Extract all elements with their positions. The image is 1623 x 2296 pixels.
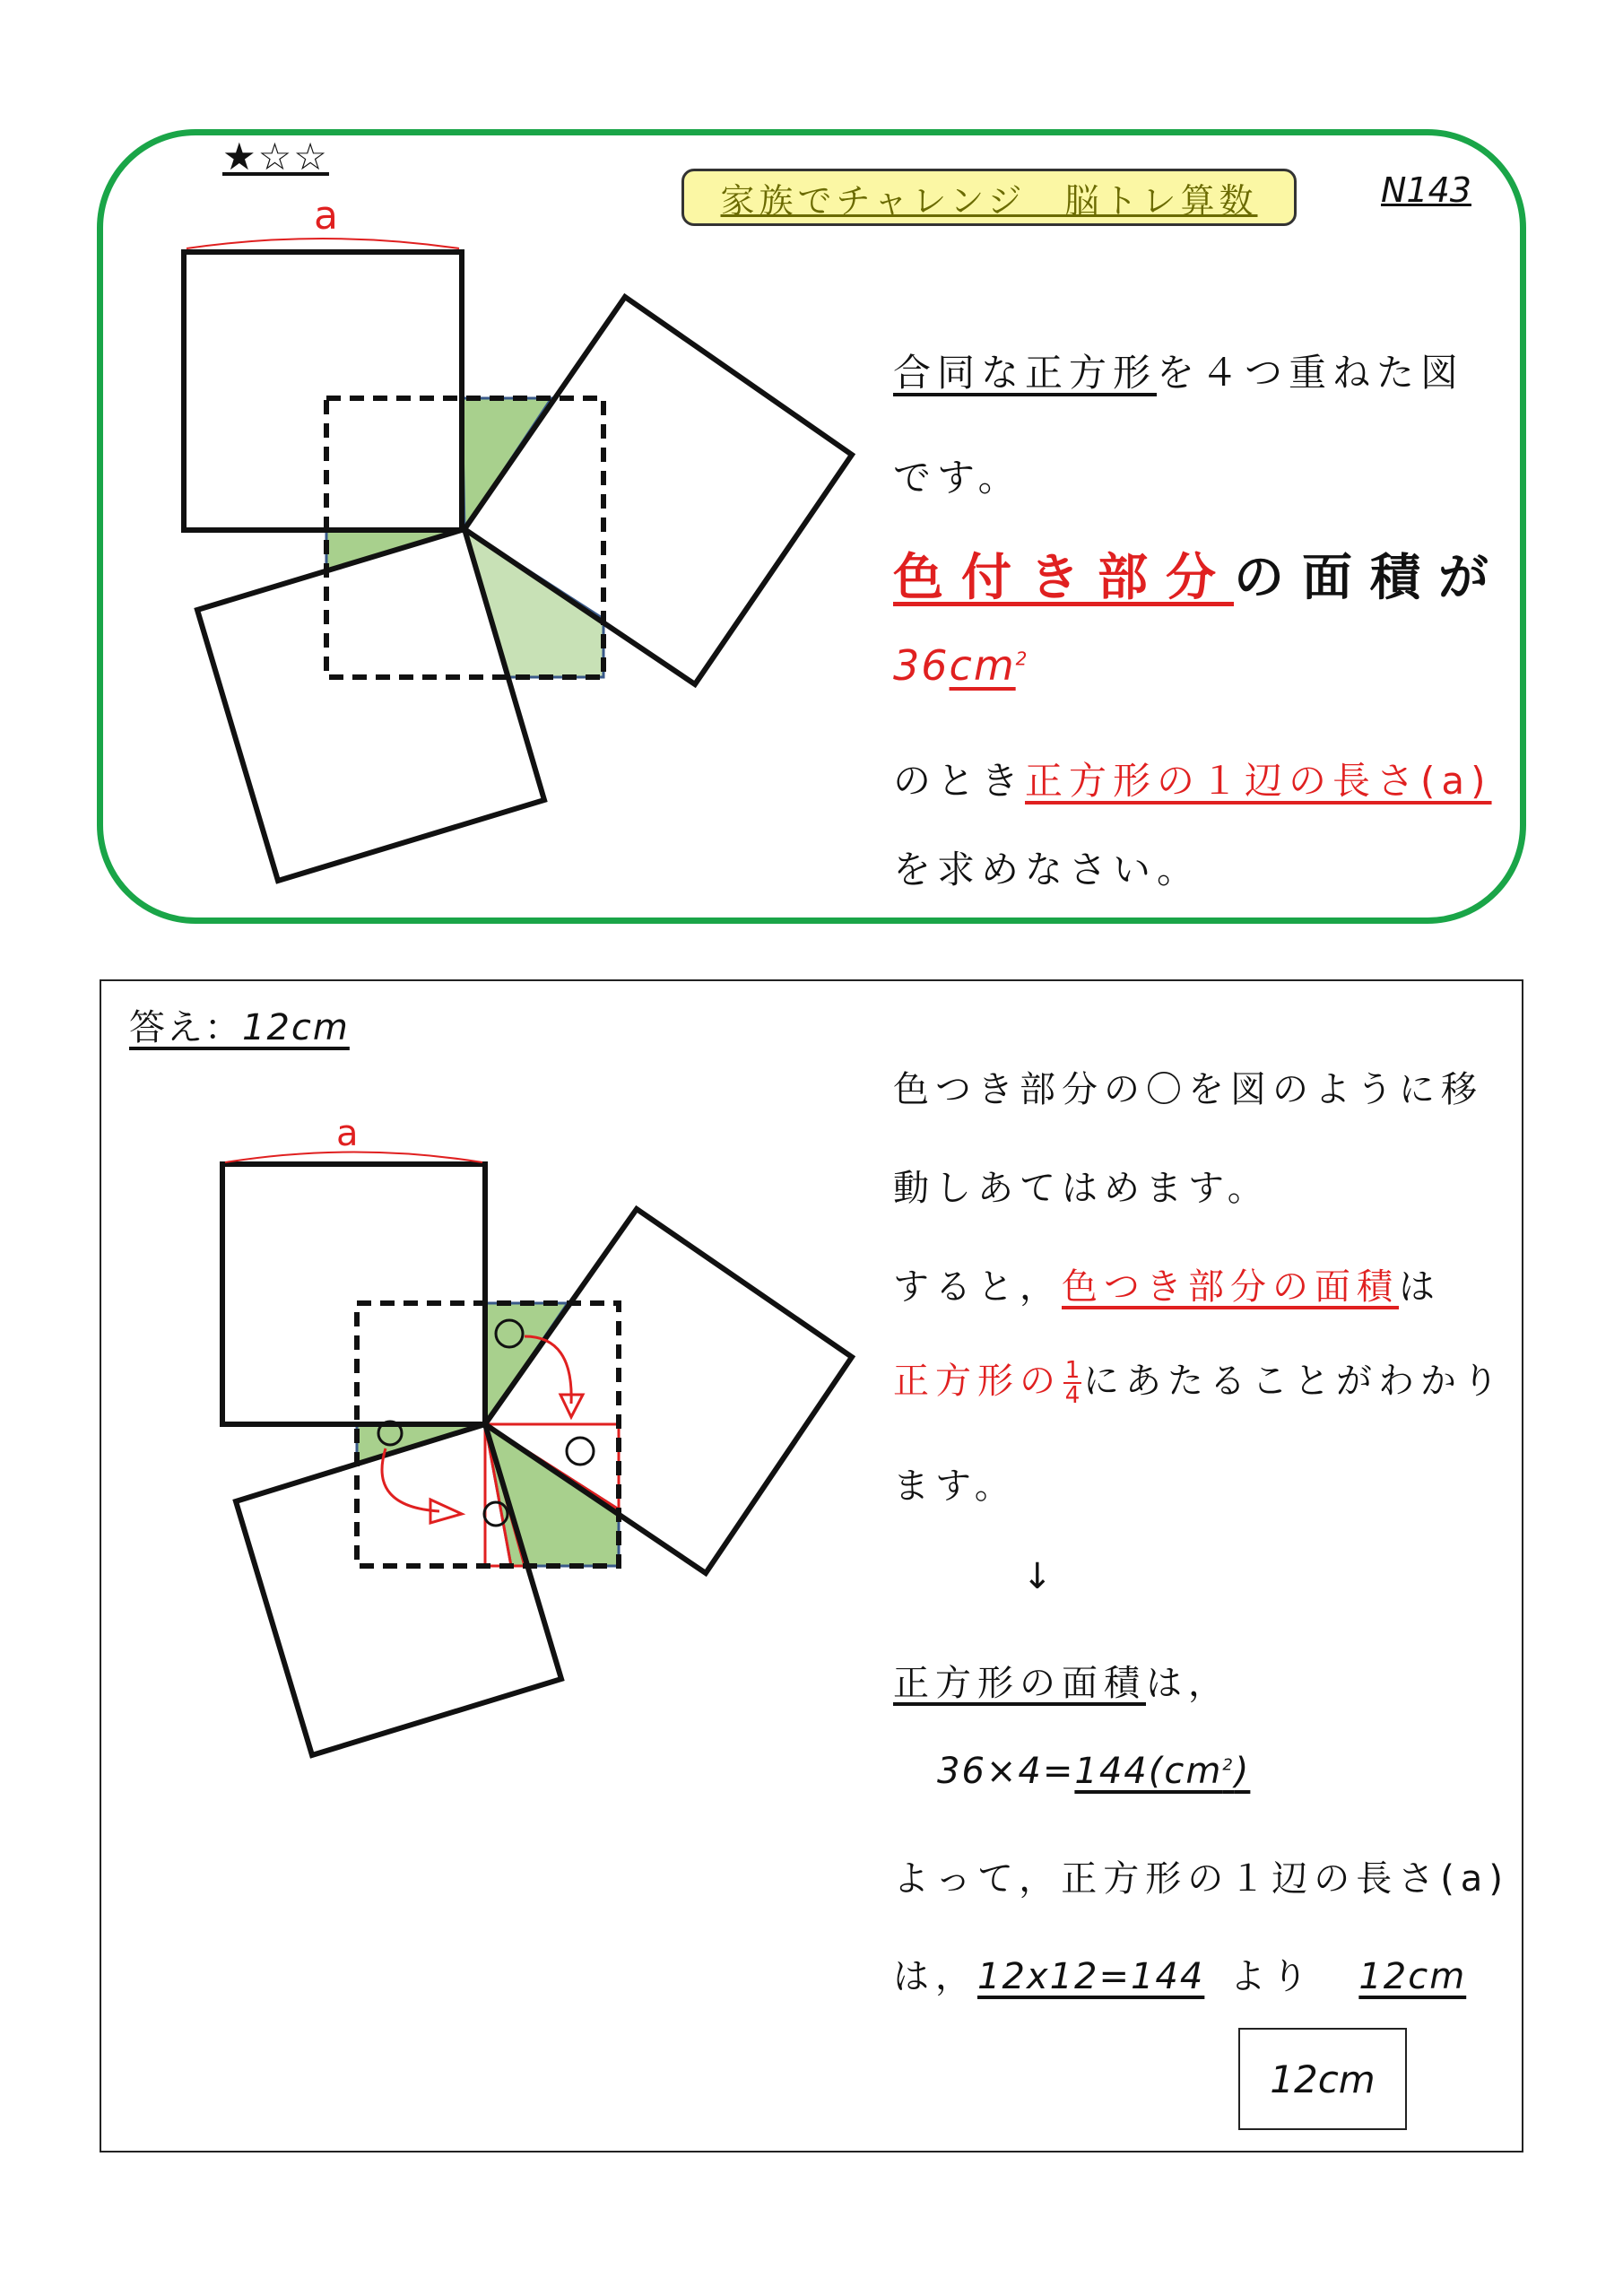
l3-prefix: すると， — [893, 1266, 1062, 1308]
problem-code: N143 — [1381, 170, 1471, 210]
calc-result-close: ) — [1234, 1751, 1251, 1792]
colored-area-text: 色つき部分の面積 — [1062, 1266, 1399, 1308]
l4-rest: にあたることがわかり — [1083, 1361, 1505, 1402]
area-unit: cm — [949, 641, 1016, 690]
final-answer-box: 12cm — [1238, 2028, 1407, 2130]
l9-calc: 12x12=144 — [977, 1956, 1205, 1997]
l3-suffix: は — [1399, 1266, 1441, 1308]
line3-rest: の面積が — [1234, 549, 1506, 607]
answer-line-5: ます。 — [893, 1465, 1017, 1507]
answer-line-8: よって，正方形の１辺の長さ(a) — [893, 1858, 1509, 1900]
area-value: 36 — [893, 641, 950, 690]
l4-red: 正方形の — [893, 1361, 1062, 1402]
answer-line-7 — [937, 1751, 1250, 1792]
ans-side-label: a — [336, 1113, 359, 1154]
answer-line-4 — [893, 1352, 1505, 1407]
page-title: 家族でチャレンジ 脳トレ算数 — [720, 180, 1258, 221]
circle-marker-2 — [567, 1438, 594, 1465]
answer-line-1: 色つき部分の〇を図のように移 — [893, 1069, 1483, 1110]
square-area-text: 正方形の面積 — [893, 1663, 1146, 1704]
calc-result-exp: 2 — [1222, 1755, 1235, 1775]
answer-line-9 — [893, 1948, 1466, 1999]
congruent-squares-text: 合同な正方形 — [893, 351, 1158, 395]
l6-rest: は， — [1146, 1663, 1230, 1704]
line1-rest: を４つ重ねた図 — [1157, 351, 1465, 395]
l9-answer: 12cm — [1358, 1956, 1467, 1997]
problem-line-2: です。 — [893, 456, 1022, 500]
down-arrow-icon: ↓ — [1022, 1556, 1059, 1597]
answer-line-2: 動しあてはめます。 — [893, 1168, 1270, 1209]
ans-square-top-left — [222, 1164, 485, 1424]
answer-value: 12cm — [242, 1007, 350, 1048]
area-exponent: 2 — [1015, 648, 1029, 670]
answer-line-3 — [893, 1258, 1441, 1309]
one-quarter-fraction — [1063, 1359, 1081, 1407]
calc-result — [1074, 1751, 1250, 1792]
difficulty-stars: ★☆☆ — [222, 135, 329, 178]
l9-mid: より — [1229, 1956, 1315, 1997]
calc-result-value: 144(cm — [1074, 1751, 1223, 1792]
answer-line-6 — [893, 1655, 1230, 1706]
calc-expression: 36×4= — [937, 1751, 1075, 1792]
l9-prefix: は， — [893, 1956, 977, 1997]
colored-part-text: 色付き部分 — [893, 549, 1234, 607]
answer-label: 答え： — [129, 1007, 242, 1048]
frac-denominator: 4 — [1064, 1382, 1081, 1409]
side-length-text: 正方形の１辺の長さ(a) — [1025, 759, 1492, 803]
problem-line-6: を求めなさい。 — [893, 848, 1202, 891]
side-label: a — [314, 193, 338, 239]
line5-prefix: のとき — [893, 759, 1026, 803]
frac-numerator: 1 — [1064, 1357, 1081, 1384]
